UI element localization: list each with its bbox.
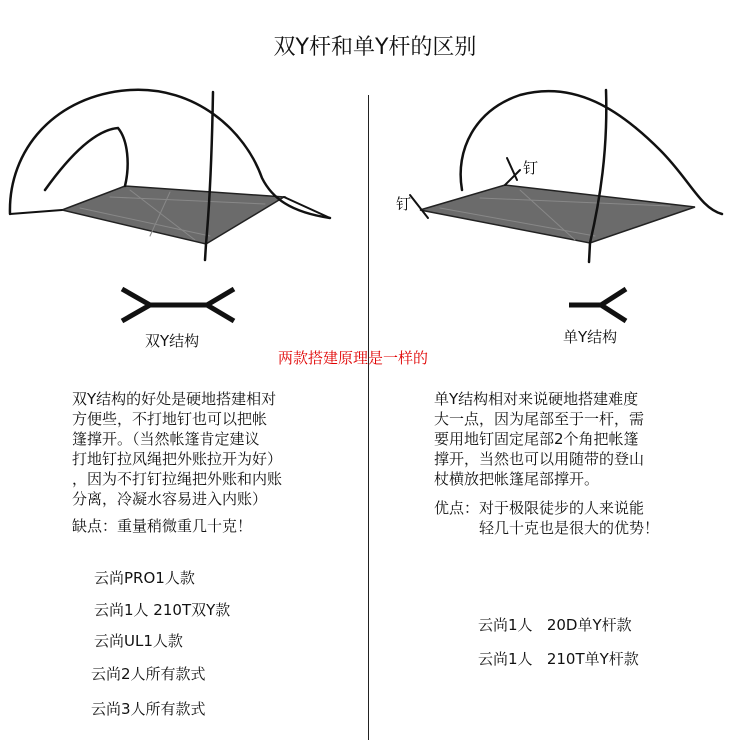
left-model-item: 云尚3人所有款式 xyxy=(91,700,206,718)
stake-1-mark xyxy=(410,195,428,218)
stake-label-1: 钉 xyxy=(396,195,412,213)
page-title: 双Y杆和单Y杆的区别 xyxy=(273,35,477,60)
left-ridge-pole xyxy=(45,128,128,190)
right-model-item: 云尚1人 20D单Y杆款 xyxy=(478,616,632,634)
right-model-item: 云尚1人 210T单Y杆款 xyxy=(478,650,639,668)
double-y-caption: 双Y结构 xyxy=(145,332,200,350)
double-y-description: 双Y结构的好处是硬地搭建相对 方便些，不打地钉也可以把帐 篷撑开。（当然帐篷肯定建议 打地钉拉风绳把外账拉开为好） ，因为不打钉拉绳把外账和内账 分离，冷凝水容易进入内账） xyxy=(72,390,283,508)
double-y-drawback: 缺点：重量稍微重几十克！ xyxy=(72,517,253,535)
double-y-symbol xyxy=(122,289,234,321)
left-model-item: 云尚1人 210T双Y款 xyxy=(94,601,231,619)
left-model-item: 云尚UL1人款 xyxy=(94,632,183,650)
single-y-symbol xyxy=(569,289,626,321)
double-y-tent-drawing xyxy=(10,90,330,260)
single-y-advantage: 优点：对于极限徒步的人来说能 轻几十克也是很大的优势！ xyxy=(434,499,660,537)
left-tent-floor xyxy=(62,186,284,244)
single-y-description: 单Y结构相对来说硬地搭建难度 大一点，因为尾部至于一杆，需 要用地钉固定尾部2个角把帐篷 撑开，当然也可以用随带的登山 杖横放把帐篷尾部撑开。 xyxy=(434,390,645,488)
single-y-caption: 单Y结构 xyxy=(563,328,618,346)
single-y-tent-drawing xyxy=(410,90,722,262)
left-model-item: 云尚2人所有款式 xyxy=(91,665,206,683)
center-note: 两款搭建原理是一样的 xyxy=(278,349,429,367)
left-model-item: 云尚PRO1人款 xyxy=(94,569,195,587)
right-tent-floor xyxy=(420,185,695,243)
stake-label-2: 钉 xyxy=(523,159,539,177)
